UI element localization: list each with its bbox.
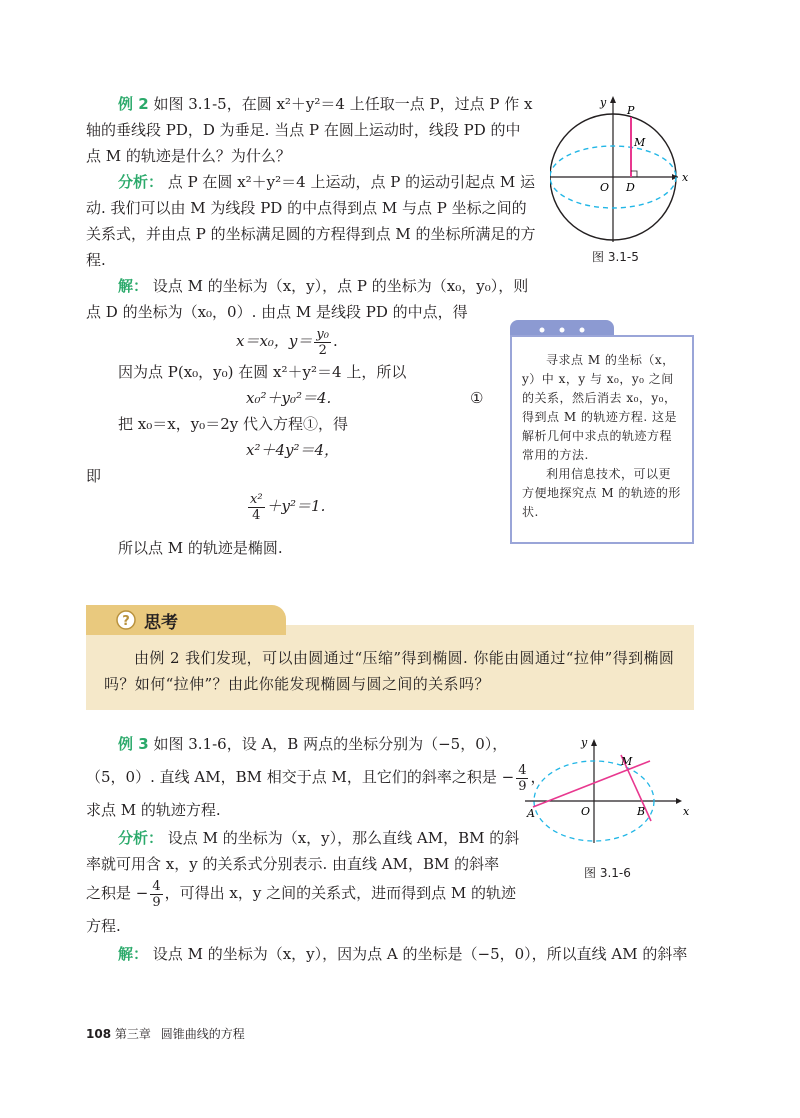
label-D: D	[626, 181, 635, 194]
think-title: 思考	[144, 613, 178, 633]
label-B: B	[637, 805, 646, 818]
example2-line2: 轴的垂线段 PD，D 为垂足. 当点 P 在圆上运动时，线段 PD 的中	[86, 121, 521, 139]
figure2-caption: 图 3.1-6	[584, 866, 631, 880]
side-note-para1: 寻求点 M 的坐标（x，y）中 x，y 与 x₀，y₀ 之间的关系，然后消去 x₀，y₀，得到点 M 的轨迹方程. 这是解析几何中求点的轨迹方程常用的方法.	[522, 353, 678, 462]
eq4-tail: ＋y²＝1.	[266, 497, 326, 515]
analysis3-label: 分析：	[118, 829, 164, 847]
side-note-text	[512, 337, 692, 522]
analysis3-frac-den: 9	[152, 894, 161, 910]
analysis3-line2: 率就可用含 x，y 的关系式分别表示. 由直线 AM，BM 的斜率	[86, 855, 500, 873]
eq1-numerator: y₀	[316, 326, 329, 342]
eq4-denominator: 4	[252, 507, 261, 523]
example3-tail: ，	[530, 768, 546, 786]
analysis3-line3	[86, 878, 516, 910]
label-x: x	[683, 805, 690, 818]
y-axis-arrow	[591, 739, 597, 746]
example2-line3: 点 M 的轨迹是什么？为什么？	[86, 147, 291, 165]
label-M: M	[621, 755, 633, 768]
analysis3-line1	[118, 828, 519, 848]
solution2-line6: 所以点 M 的轨迹是椭圆.	[118, 539, 283, 557]
figure-3-1-5	[550, 92, 700, 242]
solution2-line3: 因为点 P(x₀，y₀) 在圆 x²＋y²＝4 上，所以	[118, 363, 407, 381]
solution2-line5: 即	[86, 467, 102, 485]
analysis2-label: 分析：	[118, 173, 164, 191]
analysis2-line2: 动. 我们可以由 M 为线段 PD 的中点得到点 M 与点 P 坐标之间的	[86, 199, 527, 217]
analysis3-frac-num: 4	[152, 878, 161, 894]
solution3-label: 解：	[118, 945, 149, 963]
example2-line1	[118, 94, 532, 114]
chapter-label: 第三章	[114, 1027, 151, 1041]
example3-text1: 如图 3.1-6，设 A，B 两点的坐标分别为（−5，0），	[153, 735, 508, 753]
equation-1	[236, 326, 338, 358]
solution2-line2: 点 D 的坐标为（x₀，0）. 由点 M 是线段 PD 的中点，得	[86, 303, 468, 321]
label-P: P	[627, 104, 635, 117]
analysis3-tail: ，可得出 x，y 之间的关系式，进而得到点 M 的轨迹	[164, 884, 516, 902]
think-header	[86, 605, 286, 635]
label-y: y	[581, 736, 588, 749]
label-x: x	[682, 171, 689, 184]
label-M: M	[634, 136, 646, 149]
example3-frac-num: 4	[518, 762, 527, 778]
side-note-para2: 利用信息技术，可以更方便地探究点 M 的轨迹的形状.	[522, 467, 681, 519]
y-axis-arrow	[610, 96, 616, 103]
analysis2-line3: 关系式，并由点 P 的坐标满足圆的方程得到点 M 的坐标所满足的方	[86, 225, 536, 243]
solution3-text1: 设点 M 的坐标为（x，y），因为点 A 的坐标是（−5，0），所以直线 AM 的斜率	[152, 945, 688, 963]
solution3-line1	[118, 944, 687, 964]
solution2-line1	[118, 276, 528, 296]
equation-2: x₀²＋y₀²＝4.	[246, 389, 332, 407]
analysis2-line4: 程.	[86, 251, 106, 269]
example2-text1: 如图 3.1-5，在圆 x²＋y²＝4 上任取一点 P，过点 P 作 x	[153, 95, 533, 113]
think-text: 由例 2 我们发现，可以由圆通过“压缩”得到椭圆. 你能由圆通过“拉伸”得到椭圆吗？如何“拉伸”？由此你能发现椭圆与圆之间的关系吗？	[104, 649, 675, 693]
label-O: O	[600, 181, 610, 194]
label-O: O	[581, 805, 591, 818]
eq4-numerator: x²	[250, 491, 263, 507]
equation-4	[246, 490, 325, 523]
example3-line1	[118, 734, 507, 754]
page-number: 108	[86, 1027, 112, 1041]
eq1-tail: .	[332, 332, 338, 350]
think-box	[86, 625, 694, 710]
analysis3-text3: 之积是 −	[86, 884, 149, 902]
eq1-left: x＝x₀，y＝	[236, 332, 313, 350]
x-axis-arrow	[672, 174, 678, 180]
analysis3-line4: 方程.	[86, 917, 121, 935]
eq1-denominator: 2	[318, 342, 327, 358]
chapter-title: 圆锥曲线的方程	[160, 1027, 245, 1041]
analysis3-text1: 设点 M 的坐标为（x，y），那么直线 AM，BM 的斜	[167, 829, 520, 847]
figure-3-1-6	[525, 735, 695, 845]
example2-label: 例 2	[118, 95, 149, 113]
analysis2-line1	[118, 172, 535, 192]
page-footer	[86, 1025, 245, 1042]
question-icon	[116, 610, 136, 630]
example3-line2	[86, 762, 546, 794]
equation-3: x²＋4y²＝4，	[246, 441, 340, 459]
example3-label: 例 3	[118, 735, 149, 753]
solution2-text1: 设点 M 的坐标为（x，y），点 P 的坐标为（x₀，y₀），则	[152, 277, 529, 295]
side-note	[510, 335, 694, 544]
label-A: A	[527, 807, 535, 820]
figure1-caption: 图 3.1-5	[592, 250, 639, 264]
svg-text:?: ?	[122, 614, 130, 629]
example3-text2: （5，0）. 直线 AM，BM 相交于点 M，且它们的斜率之积是 −	[86, 768, 515, 786]
equation-2-tag: ①	[470, 389, 484, 407]
solution2-label: 解：	[118, 277, 149, 295]
analysis2-text1: 点 P 在圆 x²＋y²＝4 上运动，点 P 的运动引起点 M 运	[167, 173, 535, 191]
line-AM	[533, 761, 650, 807]
label-y: y	[600, 96, 607, 109]
solution2-line4: 把 x₀＝x，y₀＝2y 代入方程①，得	[118, 415, 348, 433]
example3-frac-den: 9	[518, 778, 527, 794]
example3-line3: 求点 M 的轨迹方程.	[86, 801, 221, 819]
x-axis-arrow	[676, 798, 682, 804]
